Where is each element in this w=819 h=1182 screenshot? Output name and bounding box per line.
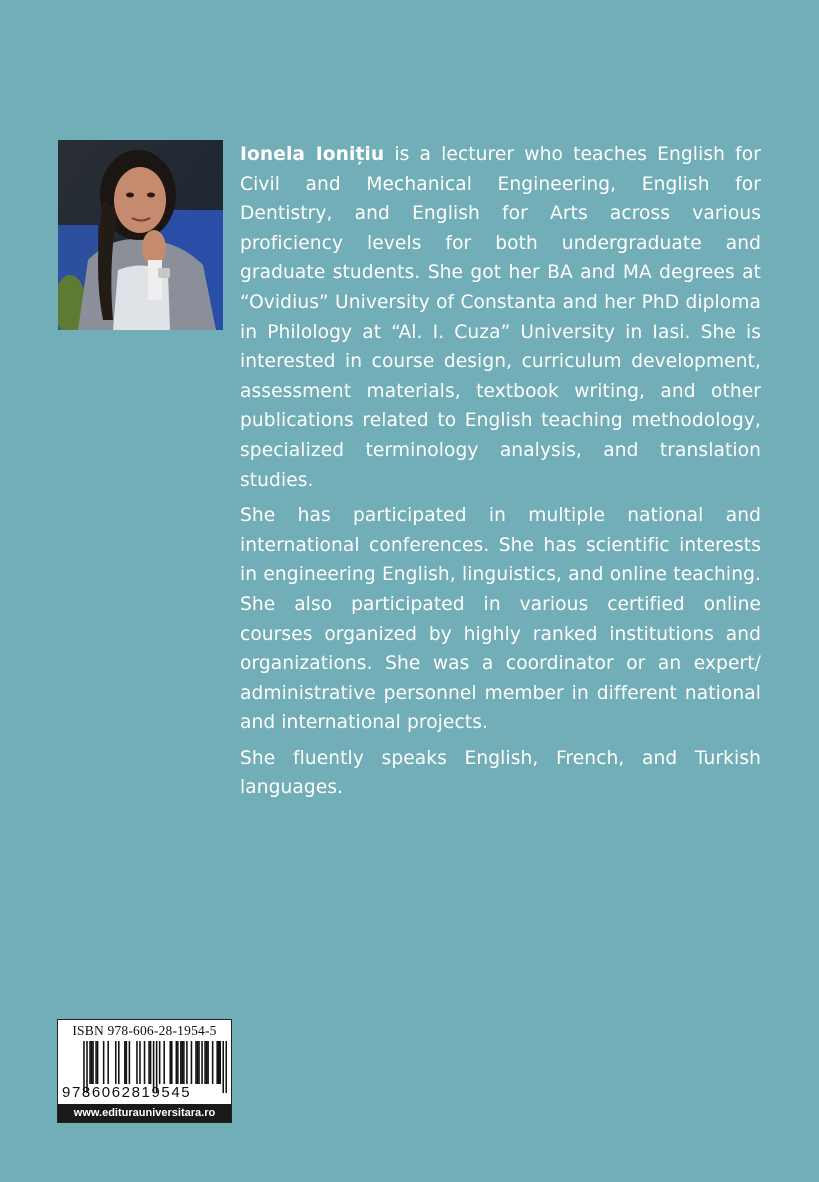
barcode-bar bbox=[95, 1041, 97, 1084]
barcode-bar bbox=[183, 1041, 185, 1084]
barcode-bar bbox=[129, 1041, 131, 1084]
barcode-bar bbox=[206, 1041, 208, 1084]
barcode-bar bbox=[204, 1041, 206, 1084]
barcode-bar bbox=[186, 1041, 188, 1084]
barcode-bar bbox=[219, 1041, 221, 1084]
author-name: Ionela Ionițiu bbox=[240, 144, 385, 165]
barcode-bar bbox=[97, 1041, 99, 1084]
barcode-bar bbox=[126, 1041, 128, 1084]
barcode-bar bbox=[107, 1041, 109, 1084]
barcode-bar bbox=[171, 1041, 173, 1084]
barcode-bar bbox=[163, 1041, 165, 1084]
barcode-bar bbox=[207, 1041, 209, 1084]
barcode-bar bbox=[124, 1041, 126, 1084]
barcode-bar bbox=[91, 1041, 93, 1084]
bio-paragraph-languages: She fluently speaks English, French, and Turkish languages. bbox=[240, 747, 761, 799]
barcode-bar bbox=[136, 1041, 138, 1084]
barcode-bar bbox=[89, 1041, 91, 1084]
barcode-bar bbox=[195, 1041, 197, 1084]
barcode-bar bbox=[218, 1041, 220, 1084]
publisher-url: www.editurauniversitara.ro bbox=[58, 1104, 231, 1122]
barcode-bar bbox=[191, 1041, 193, 1084]
author-photo bbox=[58, 140, 223, 330]
barcode-bar bbox=[103, 1041, 105, 1084]
bio-paragraph-intro bbox=[240, 140, 761, 495]
barcode-bar bbox=[201, 1041, 203, 1084]
isbn-label: ISBN 978-606-28-1954-5 bbox=[72, 1023, 217, 1038]
barcode-bar bbox=[182, 1041, 184, 1084]
barcode-bar bbox=[144, 1041, 146, 1084]
barcode-bar bbox=[212, 1041, 214, 1084]
barcode-bar bbox=[159, 1041, 161, 1084]
barcode-bar bbox=[197, 1041, 199, 1084]
barcode-bar bbox=[115, 1041, 117, 1084]
barcode-bar bbox=[150, 1041, 152, 1084]
author-bio bbox=[240, 140, 761, 809]
barcode-bar bbox=[176, 1041, 178, 1084]
bio-intro-text: is a lecturer who teaches English for Civil and Mechanical Engineering, English for Dentistry, and English for Arts across various proficiency levels for both undergraduate and graduate students. She got her BA and MA degrees at “Ovidius” University of Constanta and her PhD diploma in Philology at “Al. I. Cuza” University in Iasi. She is interested in course design, curriculum development, assessment materials, textbook writing, and other publications related to English teaching methodology, specialized terminology analysis, and translation studies. bbox=[240, 144, 761, 491]
barcode-bar bbox=[216, 1041, 218, 1084]
barcode-bar bbox=[148, 1041, 150, 1084]
barcode-bar bbox=[177, 1041, 179, 1084]
barcode-bar bbox=[198, 1041, 200, 1084]
barcode-bar bbox=[180, 1041, 182, 1084]
barcode-bar bbox=[118, 1041, 120, 1084]
barcode-bar bbox=[169, 1041, 171, 1084]
isbn-barcode bbox=[57, 1019, 232, 1123]
barcode-digits: 9786062819545 bbox=[62, 1084, 192, 1101]
barcode-bar bbox=[139, 1041, 141, 1084]
bio-paragraph-conferences: She has participated in multiple national and international conferences. She has scientific interests in engineering English, linguistics, and online teaching. She also participated in various certified online courses organized by highly ranked institutions and organizations. She was a coordinator or an expert/ administrative personnel member in different national and international projects. bbox=[240, 505, 761, 734]
barcode-bar bbox=[92, 1041, 94, 1084]
